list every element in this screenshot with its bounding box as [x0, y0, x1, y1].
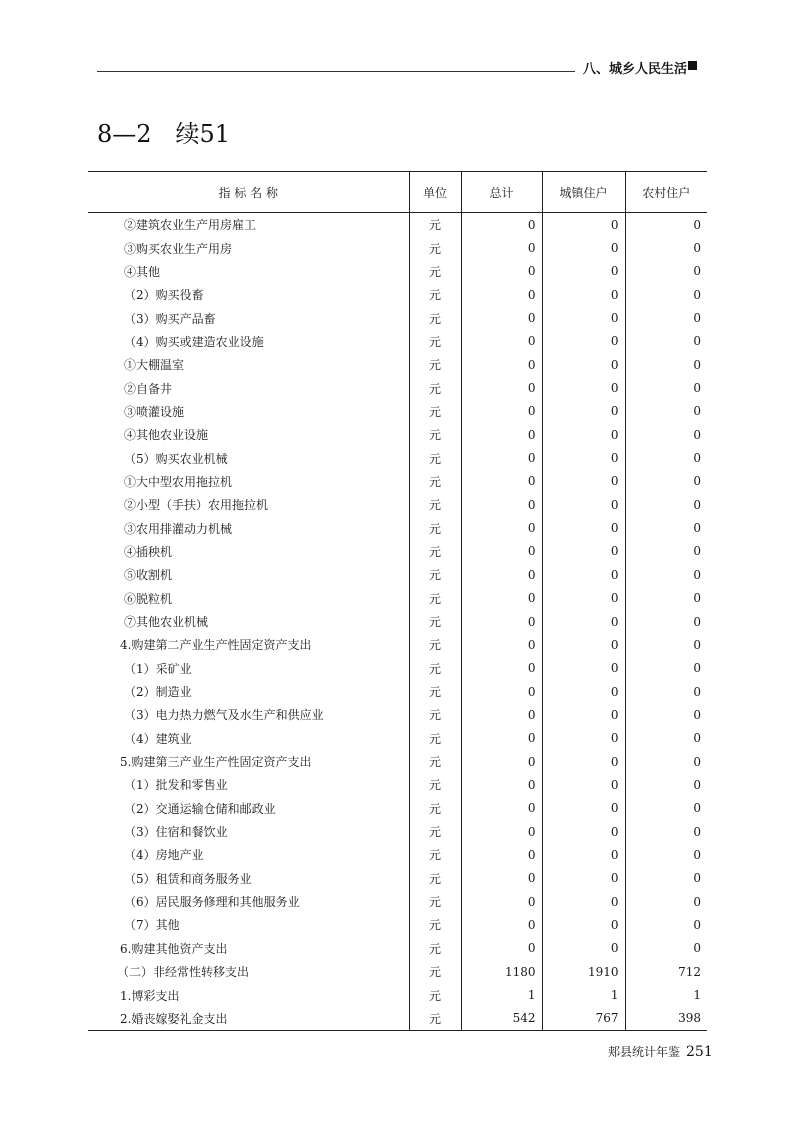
- table-row: [88, 563, 707, 586]
- table-title: 8—2 续51: [97, 120, 231, 148]
- row-total: 0: [461, 330, 542, 353]
- row-urban: 0: [542, 587, 625, 610]
- row-total: 0: [461, 657, 542, 680]
- table-row: [88, 913, 707, 936]
- row-name: 5.购建第三产业生产性固定资产支出: [120, 755, 312, 770]
- row-total: 0: [461, 797, 542, 820]
- row-urban: 0: [542, 820, 625, 843]
- row-rural: 0: [625, 330, 707, 353]
- row-total: 0: [461, 913, 542, 936]
- row-total: 542: [461, 1007, 542, 1031]
- row-urban: 0: [542, 563, 625, 586]
- row-name: （1）批发和零售业: [124, 778, 228, 793]
- row-unit: 元: [409, 797, 461, 820]
- row-total: 0: [461, 633, 542, 656]
- row-unit: 元: [409, 213, 461, 237]
- row-total: 0: [461, 470, 542, 493]
- row-name: （6）居民服务修理和其他服务业: [124, 895, 300, 910]
- row-name: ⑥脱粒机: [124, 591, 173, 606]
- row-rural: 0: [625, 400, 707, 423]
- table-row: [88, 306, 707, 329]
- row-urban: 0: [542, 283, 625, 306]
- header-rule: [97, 71, 575, 72]
- row-urban: 0: [542, 703, 625, 726]
- row-rural: 0: [625, 633, 707, 656]
- row-rural: 0: [625, 867, 707, 890]
- header-rural: 农村住户: [625, 172, 707, 213]
- row-name: ④插秧机: [124, 544, 173, 559]
- row-rural: 0: [625, 236, 707, 259]
- row-urban: 0: [542, 260, 625, 283]
- row-unit: 元: [409, 587, 461, 610]
- row-name: 6.购建其他资产支出: [120, 941, 228, 956]
- table-row: [88, 400, 707, 423]
- row-unit: 元: [409, 913, 461, 936]
- row-urban: 0: [542, 773, 625, 796]
- row-total: 1: [461, 983, 542, 1006]
- row-unit: 元: [409, 470, 461, 493]
- row-name: （1）采矿业: [124, 661, 192, 676]
- row-rural: 0: [625, 703, 707, 726]
- row-unit: 元: [409, 493, 461, 516]
- table-row: [88, 657, 707, 680]
- row-urban: 0: [542, 843, 625, 866]
- row-rural: 0: [625, 727, 707, 750]
- row-rural: 0: [625, 213, 707, 237]
- row-total: 0: [461, 400, 542, 423]
- row-urban: 0: [542, 750, 625, 773]
- table-row: [88, 493, 707, 516]
- row-urban: 0: [542, 353, 625, 376]
- row-name: （2）制造业: [124, 685, 192, 700]
- table-row: [88, 703, 707, 726]
- row-total: 0: [461, 773, 542, 796]
- table-row: [88, 376, 707, 399]
- table-header-row: [88, 172, 707, 213]
- row-total: 0: [461, 446, 542, 469]
- row-urban: 0: [542, 330, 625, 353]
- row-unit: 元: [409, 400, 461, 423]
- row-unit: 元: [409, 960, 461, 983]
- row-urban: 1910: [542, 960, 625, 983]
- row-name: ③购买农业生产用房: [124, 241, 233, 256]
- table-body: [88, 213, 707, 1031]
- row-urban: 0: [542, 423, 625, 446]
- table-row: [88, 960, 707, 983]
- row-unit: 元: [409, 680, 461, 703]
- header-indicator-name: 指 标 名 称: [88, 172, 409, 213]
- row-name: ②建筑农业生产用房雇工: [124, 218, 257, 233]
- row-unit: 元: [409, 820, 461, 843]
- row-urban: 0: [542, 937, 625, 960]
- row-urban: 0: [542, 610, 625, 633]
- row-urban: 0: [542, 657, 625, 680]
- row-urban: 0: [542, 236, 625, 259]
- row-urban: 0: [542, 493, 625, 516]
- row-rural: 0: [625, 283, 707, 306]
- row-total: 0: [461, 820, 542, 843]
- table-row: [88, 540, 707, 563]
- page-footer: [608, 1043, 713, 1060]
- row-name: ①大中型农用拖拉机: [124, 474, 233, 489]
- row-urban: 0: [542, 470, 625, 493]
- row-total: 0: [461, 283, 542, 306]
- row-rural: 1: [625, 983, 707, 1006]
- row-rural: 0: [625, 750, 707, 773]
- table-row: [88, 236, 707, 259]
- row-urban: 0: [542, 306, 625, 329]
- row-unit: 元: [409, 260, 461, 283]
- row-name: （2）交通运输仓储和邮政业: [124, 801, 276, 816]
- table-row: [88, 283, 707, 306]
- table-row: [88, 423, 707, 446]
- row-total: 0: [461, 236, 542, 259]
- table-row: [88, 937, 707, 960]
- row-name: （2）购买役畜: [124, 288, 204, 303]
- row-rural: 0: [625, 376, 707, 399]
- table-row: [88, 983, 707, 1006]
- row-name: 4.购建第二产业生产性固定资产支出: [120, 638, 312, 653]
- row-unit: 元: [409, 306, 461, 329]
- row-unit: 元: [409, 610, 461, 633]
- row-urban: 0: [542, 727, 625, 750]
- row-unit: 元: [409, 773, 461, 796]
- row-rural: 0: [625, 516, 707, 539]
- row-unit: 元: [409, 236, 461, 259]
- row-total: 0: [461, 843, 542, 866]
- table-row: [88, 446, 707, 469]
- row-name: （二）非经常性转移支出: [117, 965, 250, 980]
- row-name: ②小型（手扶）农用拖拉机: [124, 498, 269, 513]
- row-total: 0: [461, 213, 542, 237]
- row-rural: 0: [625, 493, 707, 516]
- row-unit: 元: [409, 423, 461, 446]
- table-row: [88, 516, 707, 539]
- table-row: [88, 867, 707, 890]
- row-urban: 767: [542, 1007, 625, 1031]
- row-unit: 元: [409, 937, 461, 960]
- row-urban: 0: [542, 913, 625, 936]
- table-row: [88, 633, 707, 656]
- row-rural: 0: [625, 446, 707, 469]
- row-urban: 0: [542, 376, 625, 399]
- row-name: 1.博彩支出: [120, 988, 180, 1003]
- row-urban: 0: [542, 890, 625, 913]
- row-unit: 元: [409, 283, 461, 306]
- table-row: [88, 773, 707, 796]
- row-rural: 0: [625, 353, 707, 376]
- row-total: 1180: [461, 960, 542, 983]
- table-row: [88, 890, 707, 913]
- header-unit: 单位: [409, 172, 461, 213]
- chapter-title: 八、城乡人民生活: [583, 62, 688, 77]
- row-name: ①大棚温室: [124, 358, 185, 373]
- row-rural: 712: [625, 960, 707, 983]
- row-name: ④其他: [124, 264, 161, 279]
- row-unit: 元: [409, 890, 461, 913]
- row-rural: 0: [625, 610, 707, 633]
- row-name: （5）购买农业机械: [124, 451, 228, 466]
- row-rural: 0: [625, 563, 707, 586]
- row-unit: 元: [409, 446, 461, 469]
- row-unit: 元: [409, 1007, 461, 1031]
- table-row: [88, 353, 707, 376]
- table-row: [88, 213, 707, 237]
- row-total: 0: [461, 353, 542, 376]
- row-rural: 0: [625, 306, 707, 329]
- row-total: 0: [461, 423, 542, 446]
- row-name: ⑤收割机: [124, 568, 173, 583]
- row-total: 0: [461, 516, 542, 539]
- row-name: （7）其他: [124, 918, 180, 933]
- row-unit: 元: [409, 703, 461, 726]
- table-row: [88, 750, 707, 773]
- row-rural: 0: [625, 843, 707, 866]
- row-urban: 0: [542, 680, 625, 703]
- row-rural: 0: [625, 937, 707, 960]
- table-row: [88, 470, 707, 493]
- row-total: 0: [461, 750, 542, 773]
- row-total: 0: [461, 610, 542, 633]
- table-row: [88, 843, 707, 866]
- row-rural: 0: [625, 423, 707, 446]
- row-urban: 0: [542, 446, 625, 469]
- page-number: 251: [686, 1044, 713, 1060]
- row-urban: 0: [542, 633, 625, 656]
- row-total: 0: [461, 306, 542, 329]
- row-urban: 0: [542, 540, 625, 563]
- row-total: 0: [461, 937, 542, 960]
- row-name: ④其他农业设施: [124, 428, 209, 443]
- row-name: 2.婚丧嫁娶礼金支出: [88, 1007, 409, 1031]
- row-unit: 元: [409, 843, 461, 866]
- row-unit: 元: [409, 376, 461, 399]
- row-total: 0: [461, 727, 542, 750]
- row-total: 0: [461, 493, 542, 516]
- row-rural: 0: [625, 890, 707, 913]
- table-row: [88, 330, 707, 353]
- table-row: [88, 680, 707, 703]
- row-rural: 0: [625, 587, 707, 610]
- row-urban: 0: [542, 867, 625, 890]
- statistics-table: [88, 171, 707, 1031]
- row-name: （4）购买或建造农业设施: [124, 334, 264, 349]
- row-name: ③喷灌设施: [124, 404, 185, 419]
- table-row: [88, 610, 707, 633]
- row-urban: 1: [542, 983, 625, 1006]
- row-name: ②自备井: [124, 381, 173, 396]
- row-name: （4）建筑业: [124, 731, 192, 746]
- row-total: 0: [461, 563, 542, 586]
- row-rural: 0: [625, 820, 707, 843]
- row-unit: 元: [409, 516, 461, 539]
- row-unit: 元: [409, 540, 461, 563]
- table-row: [88, 587, 707, 610]
- row-total: 0: [461, 680, 542, 703]
- row-total: 0: [461, 890, 542, 913]
- row-total: 0: [461, 587, 542, 610]
- row-total: 0: [461, 867, 542, 890]
- row-name: （3）住宿和餐饮业: [124, 825, 228, 840]
- row-rural: 0: [625, 773, 707, 796]
- row-unit: 元: [409, 867, 461, 890]
- row-unit: 元: [409, 983, 461, 1006]
- row-unit: 元: [409, 563, 461, 586]
- row-rural: 0: [625, 540, 707, 563]
- header-total: 总计: [461, 172, 542, 213]
- row-rural: 0: [625, 260, 707, 283]
- chapter-square-icon: [688, 61, 697, 70]
- row-rural: 0: [625, 913, 707, 936]
- table-row: [88, 260, 707, 283]
- row-total: 0: [461, 260, 542, 283]
- row-unit: 元: [409, 633, 461, 656]
- footer-book-title: 郏县统计年鉴: [608, 1045, 681, 1059]
- row-name: （5）租赁和商务服务业: [124, 871, 252, 886]
- table-row: [88, 727, 707, 750]
- row-total: 0: [461, 376, 542, 399]
- row-unit: 元: [409, 657, 461, 680]
- row-urban: 0: [542, 213, 625, 237]
- row-unit: 元: [409, 727, 461, 750]
- row-name: ⑦其他农业机械: [124, 615, 209, 630]
- row-name: （4）房地产业: [124, 848, 204, 863]
- row-rural: 0: [625, 657, 707, 680]
- row-rural: 0: [625, 470, 707, 493]
- row-name: （3）购买产品畜: [124, 311, 216, 326]
- row-rural: 0: [625, 680, 707, 703]
- table-row: [88, 797, 707, 820]
- table-row: [88, 820, 707, 843]
- row-urban: 0: [542, 516, 625, 539]
- row-unit: 元: [409, 353, 461, 376]
- row-name: （3）电力热力燃气及水生产和供应业: [124, 708, 324, 723]
- row-name: ③农用排灌动力机械: [124, 521, 233, 536]
- header-urban: 城镇住户: [542, 172, 625, 213]
- row-rural: 398: [625, 1007, 707, 1031]
- row-unit: 元: [409, 330, 461, 353]
- row-unit: 元: [409, 750, 461, 773]
- row-urban: 0: [542, 797, 625, 820]
- row-total: 0: [461, 540, 542, 563]
- table-row: [88, 1007, 707, 1031]
- row-total: 0: [461, 703, 542, 726]
- row-rural: 0: [625, 797, 707, 820]
- row-urban: 0: [542, 400, 625, 423]
